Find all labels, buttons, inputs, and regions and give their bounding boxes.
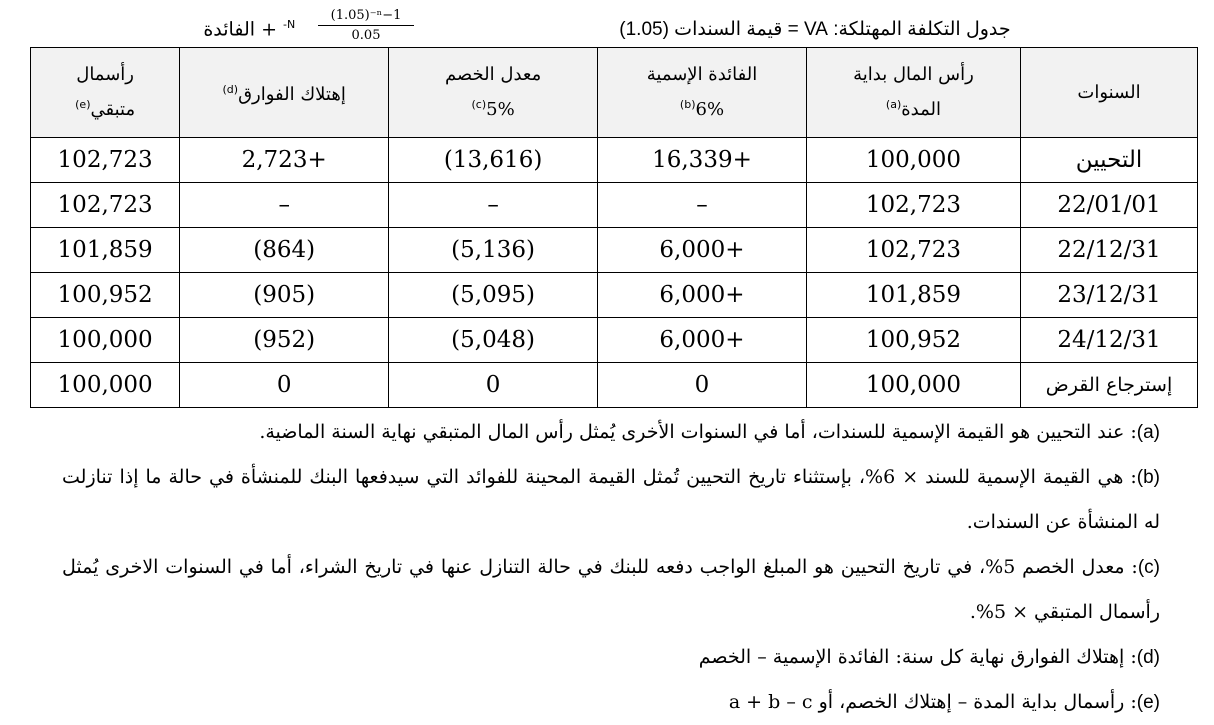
cell-nominal-interest: +6,000 (598, 318, 807, 363)
footnote-c: (c): معدل الخصم 5%، في تاريخ التحيين هو المبلغ الواجب دفعه للبنك في حالة التنازل عنها في تاريخ الشراء، أما في السنوات الاخرى يُمثل رأسمال المتبقي × 5%. (62, 556, 1160, 623)
table-row (31, 318, 1198, 363)
header-discount-rate: معدل الخصم 5%$^{(c)}$ (389, 48, 598, 138)
cell-opening-capital: 100,000 (806, 363, 1020, 408)
cell-nominal-interest: 0 (598, 363, 807, 408)
title-lead: جدول التكلفة المهتلكة: VA = قيمة السندات (1.05) (619, 19, 1011, 41)
header-nominal-interest: الفائدة الإسمية 6%$^{(b)}$ (598, 48, 807, 138)
cell-discount: (5,095) (389, 273, 598, 318)
cell-amortization: – (180, 183, 389, 228)
cell-year: 22/01/01 (1021, 183, 1198, 228)
cell-remaining-capital: 101,859 (31, 228, 180, 273)
header-remaining-capital: رأسمال متبقي$^{(e)}$ (31, 48, 180, 138)
footnotes (62, 410, 1160, 725)
amortized-cost-table (30, 47, 1198, 408)
cell-remaining-capital: 100,952 (31, 273, 180, 318)
table-row (31, 228, 1198, 273)
cell-discount: 0 (389, 363, 598, 408)
cell-remaining-capital: 100,000 (31, 363, 180, 408)
cell-nominal-interest: +6,000 (598, 228, 807, 273)
cell-year: 22/12/31 (1021, 228, 1198, 273)
cell-year: 24/12/31 (1021, 318, 1198, 363)
header-difference-amortization: إهتلاك الفوارق$^{(d)}$ (180, 48, 389, 138)
title-fraction (318, 8, 414, 43)
cell-remaining-capital: 102,723 (31, 183, 180, 228)
cell-opening-capital: 102,723 (806, 228, 1020, 273)
cell-nominal-interest: +16,339 (598, 138, 807, 183)
cell-nominal-interest: +6,000 (598, 273, 807, 318)
table-row (31, 363, 1198, 408)
cell-discount: – (389, 183, 598, 228)
title-exponent: N- (283, 18, 296, 31)
table-header-row (31, 48, 1198, 138)
cell-amortization: (952) (180, 318, 389, 363)
cell-opening-capital: 100,000 (806, 138, 1020, 183)
cell-discount: (5,048) (389, 318, 598, 363)
title-tail: + الفائدة (203, 18, 277, 41)
cell-amortization: (864) (180, 228, 389, 273)
cell-amortization: +2,723 (180, 138, 389, 183)
cell-year: إسترجاع القرض (1021, 363, 1198, 408)
cell-amortization: (905) (180, 273, 389, 318)
cell-opening-capital: 102,723 (806, 183, 1020, 228)
cell-amortization: 0 (180, 363, 389, 408)
fraction-numerator: (1.05)⁻ⁿ−1 (318, 8, 414, 26)
cell-opening-capital: 101,859 (806, 273, 1020, 318)
cell-discount: (5,136) (389, 228, 598, 273)
fraction-denominator: 0.05 (351, 28, 381, 43)
table-row (31, 138, 1198, 183)
cell-opening-capital: 100,952 (806, 318, 1020, 363)
footnote-d: (d): إهتلاك الفوارق نهاية كل سنة: الفائدة الإسمية – الخصم (698, 646, 1160, 668)
footnote-a: (a): عند التحيين هو القيمة الإسمية للسندات، أما في السنوات الأخرى يُمثل رأس المال المتبقي نهاية السنة الماضية. (259, 421, 1160, 443)
table-title (0, 6, 1214, 49)
cell-discount: (13,616) (389, 138, 598, 183)
header-opening-capital: رأس المال بداية المدة$^{(a)}$ (806, 48, 1020, 138)
table-row (31, 273, 1198, 318)
cell-year: 23/12/31 (1021, 273, 1198, 318)
cell-nominal-interest: – (598, 183, 807, 228)
cell-remaining-capital: 100,000 (31, 318, 180, 363)
footnote-e: (e): رأسمال بداية المدة – إهتلاك الخصم، أو a + b – c (728, 691, 1160, 713)
table-row (31, 183, 1198, 228)
cell-remaining-capital: 102,723 (31, 138, 180, 183)
footnote-b: (b): هي القيمة الإسمية للسند × 6%، بإستثناء تاريخ التحيين تُمثل القيمة المحينة للفوائد التي سيدفعها البنك للمنشأة في حالة ما إذا تنازلت له المنشأة عن السندات. (62, 466, 1160, 533)
cell-year: التحيين (1021, 138, 1198, 183)
header-years: السنوات (1021, 48, 1198, 138)
